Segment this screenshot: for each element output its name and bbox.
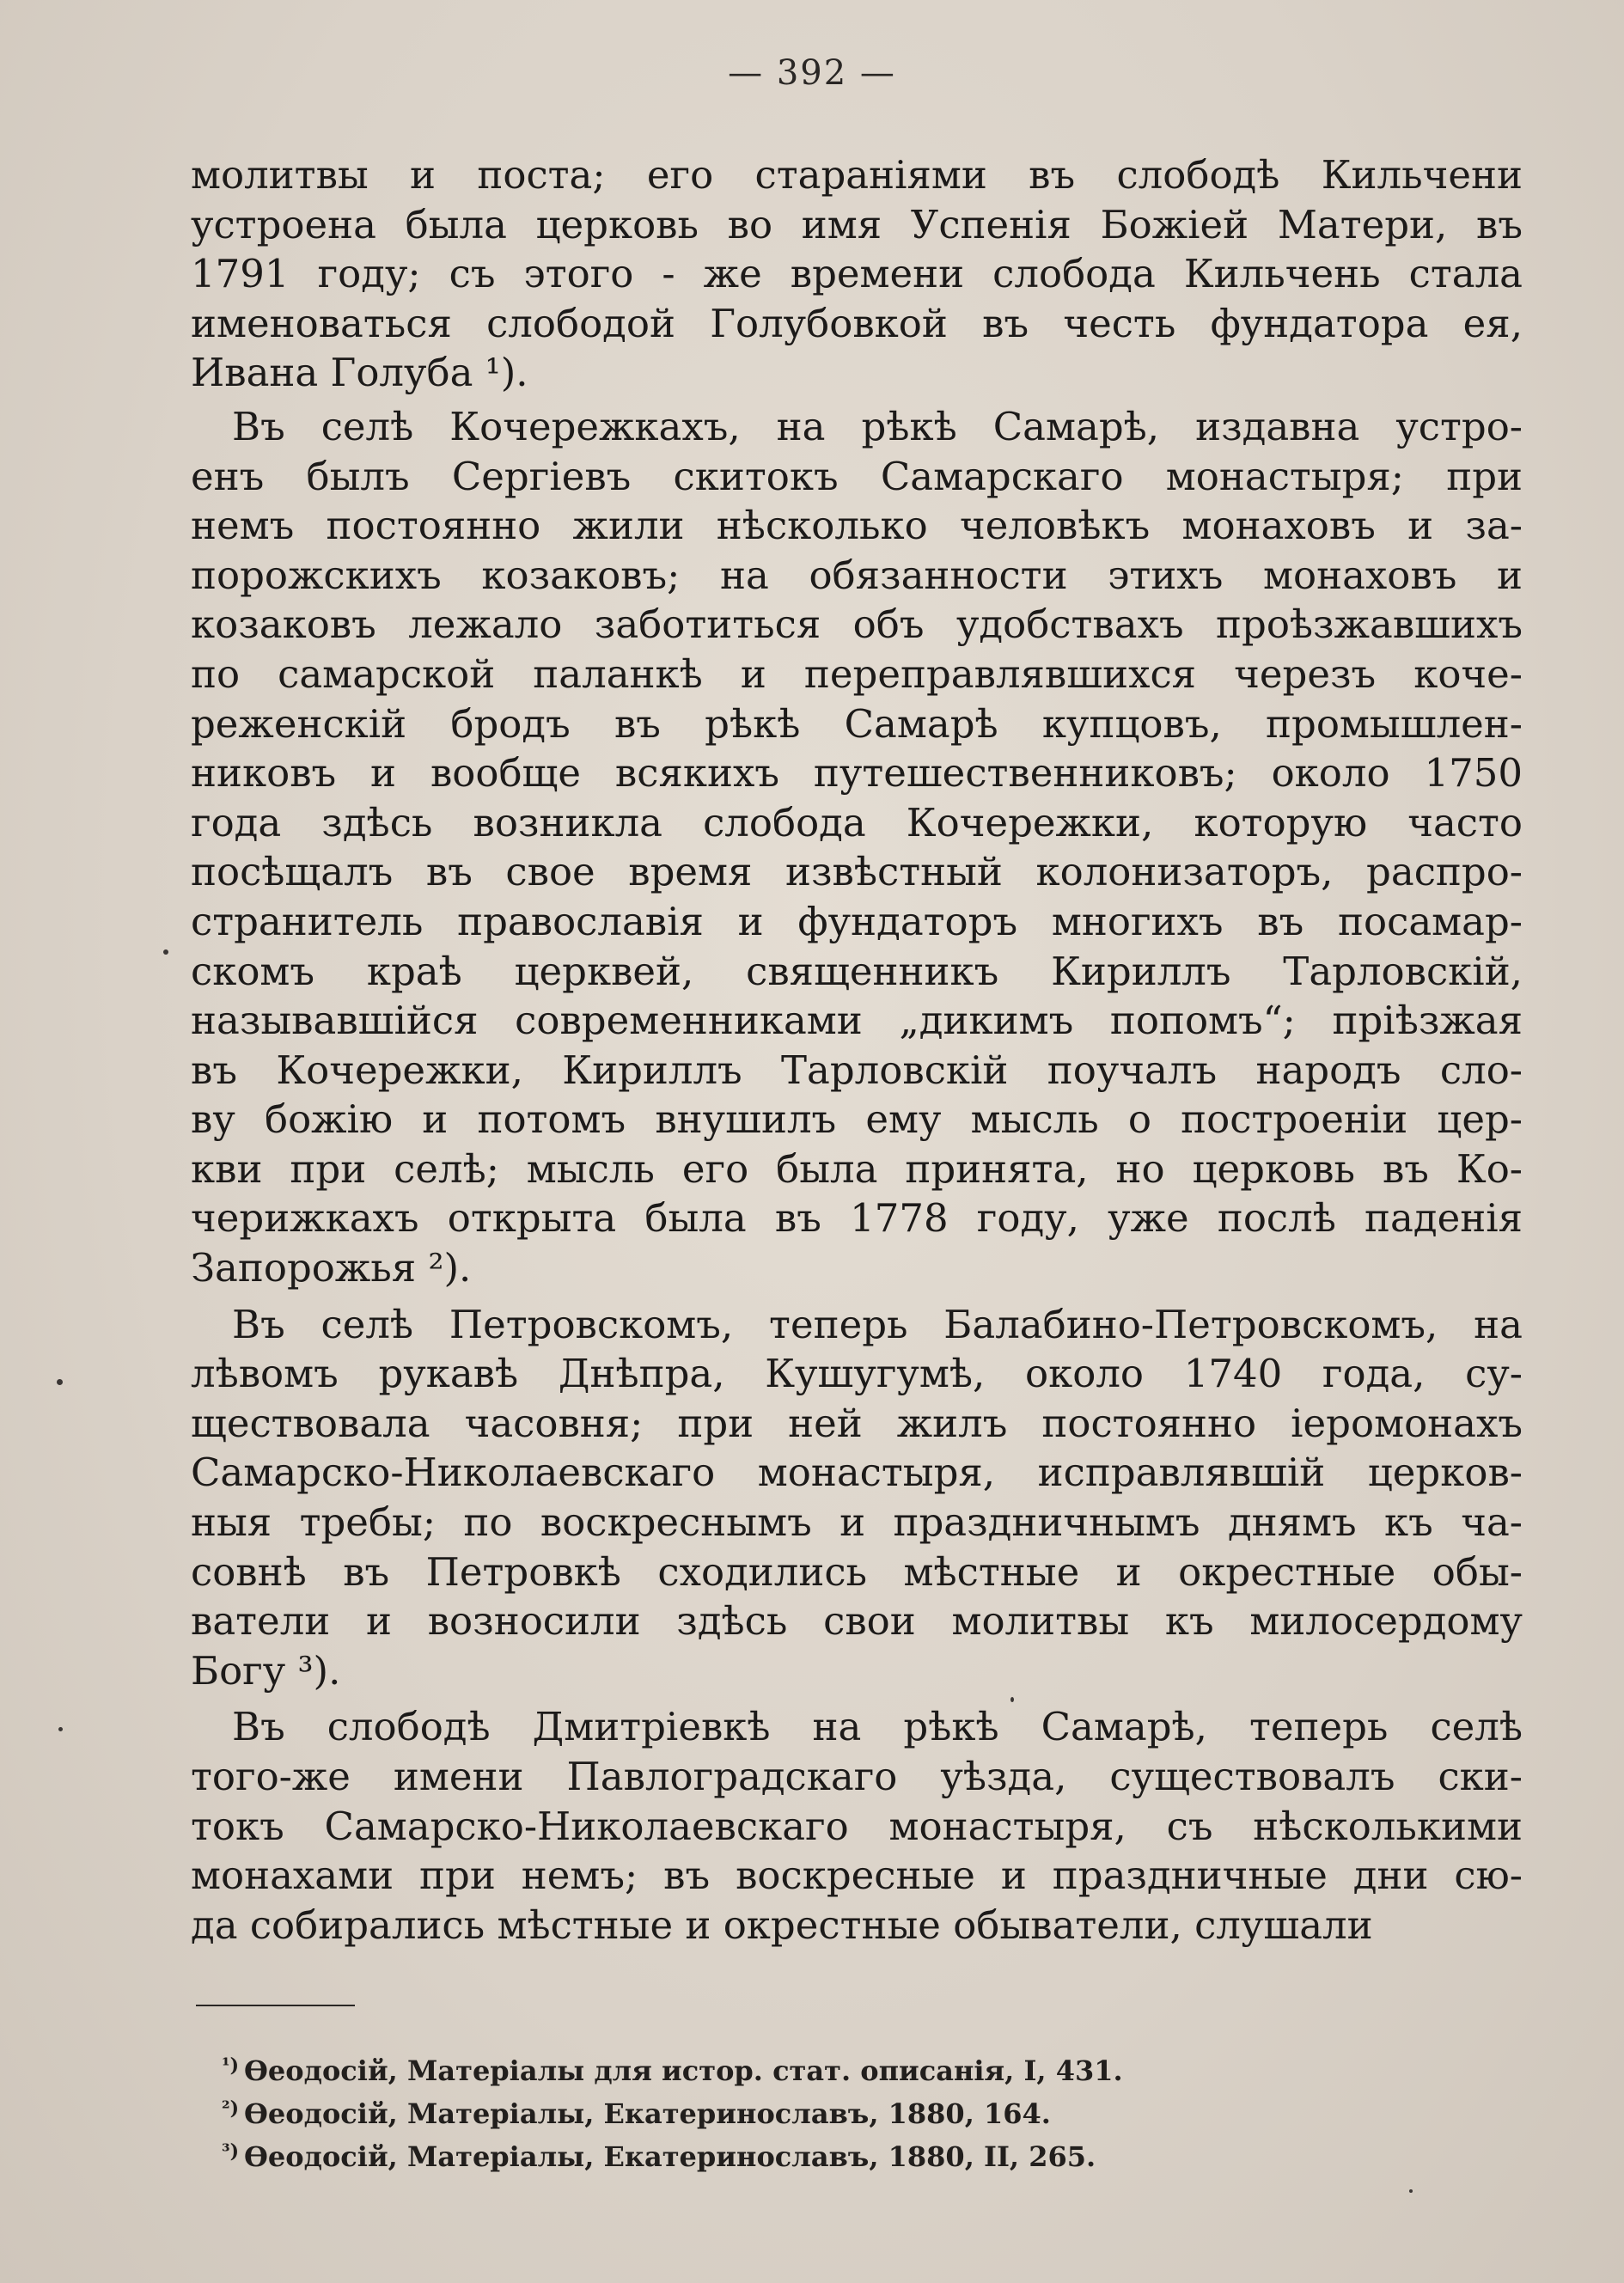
text-line: совнѣ въ Петровкѣ сходились мѣстные и окрестные обы- <box>191 1548 1523 1595</box>
text-line: Въ селѣ Петровскомъ, теперь Балабино-Петровскомъ, на <box>232 1301 1523 1347</box>
text-line: лѣвомъ рукавѣ Днѣпра, Кушугумѣ, около 1740 года, су- <box>191 1351 1523 1397</box>
text-line: называвшійся современниками „дикимъ попомъ“; пріѣзжая <box>191 998 1523 1044</box>
text-line: Въ селѣ Кочережкахъ, на рѣкѣ Самарѣ, издавна устро- <box>232 403 1523 449</box>
text-line: Богу ³). <box>191 1647 341 1694</box>
scan-speck <box>1010 1697 1014 1702</box>
scan-speck <box>163 949 168 955</box>
footnote <box>222 2133 1425 2176</box>
text-line: устроена была церковь во имя Успенія Божіей Матери, въ <box>191 201 1523 247</box>
footnote-text: Ѳеодосій, Матеріалы для истор. стат. описанія, I, 431. <box>244 2054 1123 2087</box>
footnote-text: Ѳеодосій, Матеріалы, Екатеринославъ, 1880, II, 265. <box>244 2140 1096 2173</box>
text-line: реженскій бродъ въ рѣкѣ Самарѣ купцовъ, промышлен- <box>191 700 1523 747</box>
footnote-mark: ²) <box>222 2097 240 2120</box>
scan-speck <box>58 1727 63 1731</box>
text-line: немъ постоянно жили нѣсколько человѣкъ монаховъ и за- <box>191 503 1523 549</box>
text-line: ватели и возносили здѣсь свои молитвы къ милосердому <box>191 1598 1523 1645</box>
text-line: ществовала часовня; при ней жилъ постоянно іеромонахъ <box>191 1400 1523 1446</box>
paragraph <box>191 1702 1523 1950</box>
paragraph <box>191 402 1523 1293</box>
footnotes <box>222 2047 1425 2176</box>
text-line: Запорожья ²). <box>191 1245 472 1291</box>
text-line: кви при селѣ; мысль его была принята, но церковь въ Ко- <box>191 1145 1523 1192</box>
text-line: года здѣсь возникла слобода Кочережки, которую часто <box>191 799 1523 845</box>
text-line: по самарской паланкѣ и переправлявшихся черезъ коче- <box>191 650 1523 697</box>
text-line: ву божію и потомъ внушилъ ему мысль о построеніи цер- <box>191 1096 1523 1143</box>
text-line: да собирались мѣстные и окрестные обыватели, слушали <box>191 1901 1373 1948</box>
scan-speck <box>1409 2189 1413 2193</box>
footnote <box>222 2090 1425 2133</box>
text-line: токъ Самарско-Николаевскаго монастыря, съ нѣсколькими <box>191 1803 1523 1849</box>
page-number: — 392 — <box>728 53 896 93</box>
footnote <box>222 2047 1425 2090</box>
text-line: Ивана Голуба ¹). <box>191 350 528 396</box>
text-line: скомъ краѣ церквей, священникъ Кириллъ Тарловскій, <box>191 948 1523 994</box>
text-line: Самарско-Николаевскаго монастыря, исправлявшій церков- <box>191 1450 1523 1496</box>
text-line: 1791 году; съ этого - же времени слобода Кильчень стала <box>191 251 1523 297</box>
footnote-text: Ѳеодосій, Матеріалы, Екатеринославъ, 1880, 164. <box>244 2097 1051 2130</box>
text-line: порожскихъ козаковъ; на обязанности этихъ монаховъ и <box>191 552 1523 598</box>
body-text <box>191 150 1523 1950</box>
footnote-divider <box>196 2005 355 2006</box>
text-line: енъ былъ Сергіевъ скитокъ Самарскаго монастыря; при <box>191 453 1523 499</box>
footnote-mark: ³) <box>222 2140 240 2163</box>
text-line: молитвы и поста; его стараніями въ слободѣ Кильчени <box>191 152 1523 198</box>
text-line: никовъ и вообще всякихъ путешественниковъ; около 1750 <box>191 750 1523 797</box>
text-line: Въ слободѣ Дмитріевкѣ на рѣкѣ Самарѣ, теперь селѣ <box>232 1704 1523 1750</box>
paragraph <box>191 150 1523 398</box>
paragraph <box>191 1300 1523 1696</box>
text-line: ныя требы; по воскреснымъ и праздничнымъ днямъ къ ча- <box>191 1499 1523 1546</box>
text-line: козаковъ лежало заботиться объ удобствахъ проѣзжавшихъ <box>191 601 1523 648</box>
text-line: того-же имени Павлоградскаго уѣзда, существовалъ ски- <box>191 1754 1523 1799</box>
text-line: монахами при немъ; въ воскресные и праздничные дни сю- <box>191 1853 1523 1899</box>
text-line: посѣщалъ въ свое время извѣстный колонизаторъ, распро- <box>191 849 1523 895</box>
text-line: именоваться слободой Голубовкой въ честь фундатора ея, <box>191 300 1523 346</box>
text-line: странитель православія и фундаторъ многихъ въ посамар- <box>191 898 1523 944</box>
footnote-mark: ¹) <box>222 2054 240 2077</box>
text-line: въ Кочережки, Кириллъ Тарловскій поучалъ народъ сло- <box>191 1047 1523 1093</box>
text-line: черижкахъ открыта была въ 1778 году, уже послѣ паденія <box>191 1195 1523 1242</box>
scan-speck <box>57 1379 63 1385</box>
